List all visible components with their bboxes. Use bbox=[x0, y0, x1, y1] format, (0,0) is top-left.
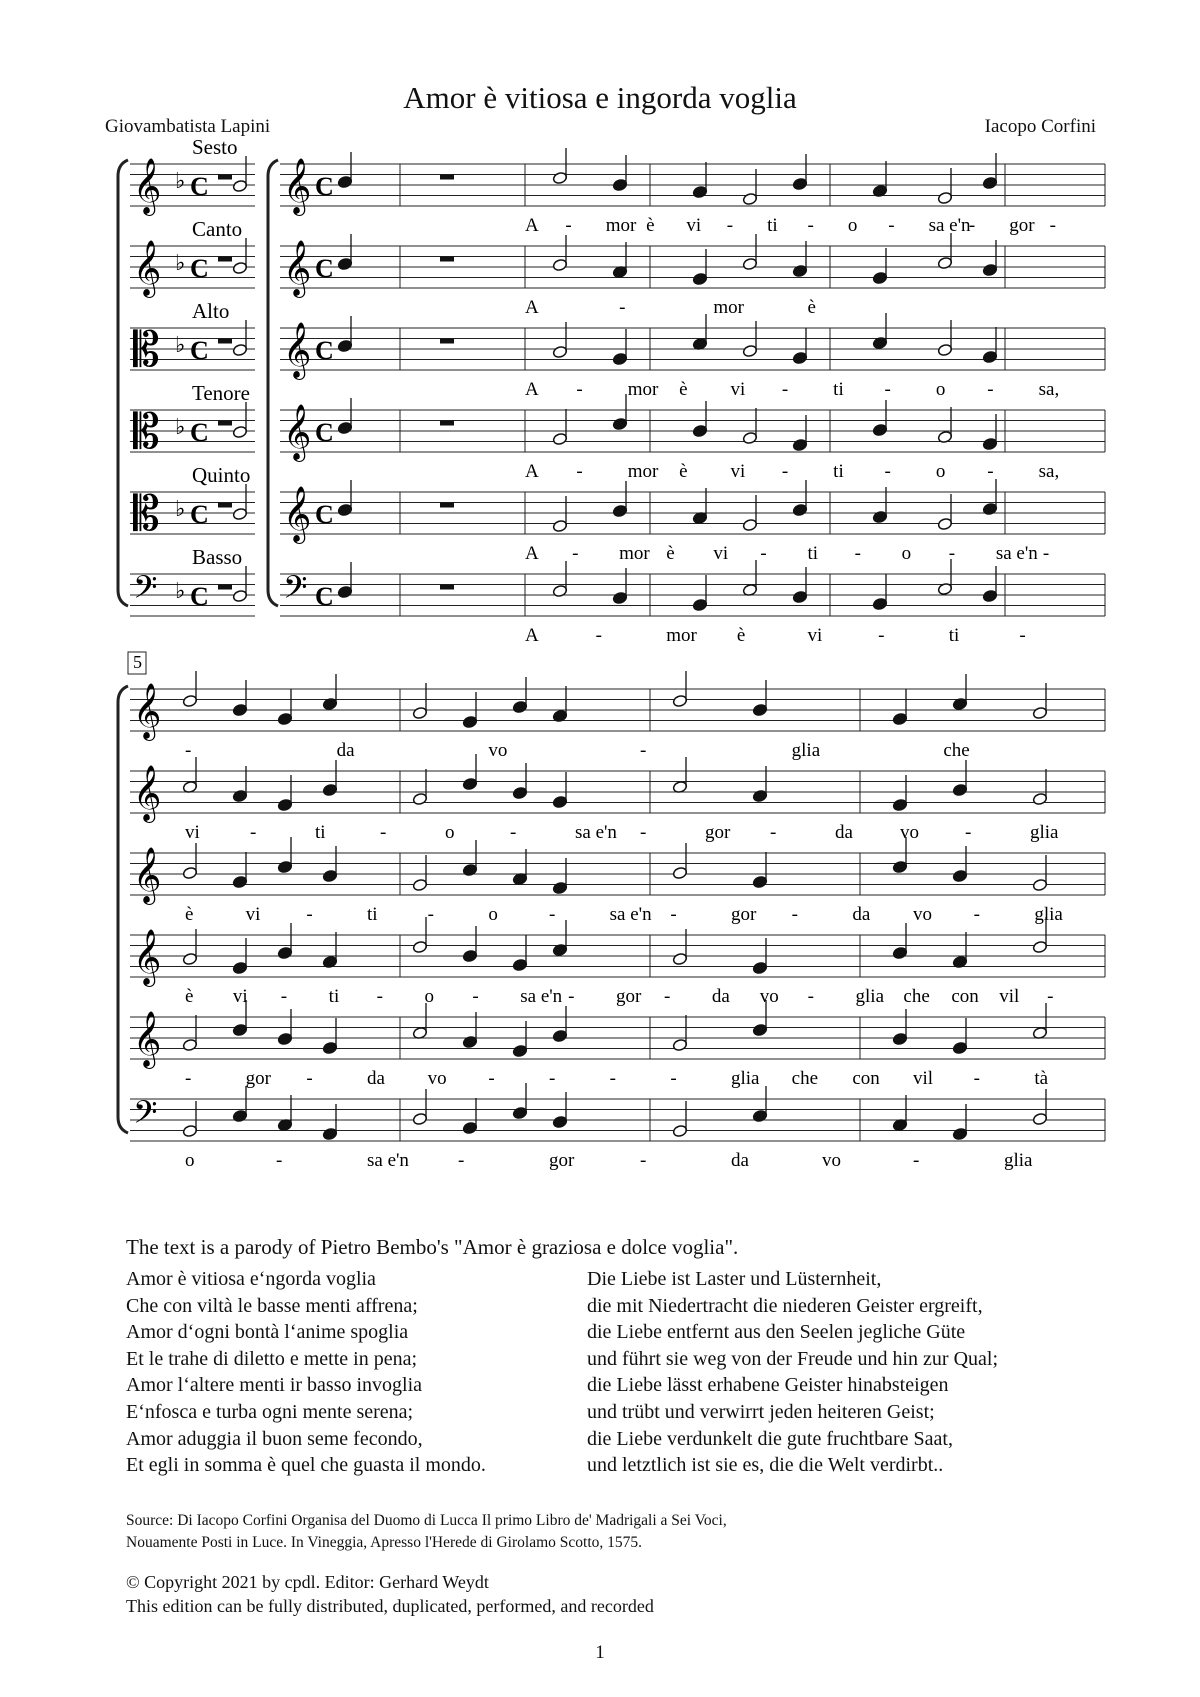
lyric-syllable: è bbox=[185, 904, 194, 925]
flat-icon: ♭ bbox=[175, 250, 186, 275]
flat-icon: ♭ bbox=[175, 496, 186, 521]
bass-clef-icon: 𝄢 bbox=[133, 1096, 158, 1138]
lyric-syllable: che bbox=[791, 1068, 819, 1089]
lyric-syllable: da bbox=[711, 986, 730, 1007]
license-line: This edition can be fully distributed, duplicated, performed, and recorded bbox=[126, 1596, 654, 1616]
lyric-syllable: ti bbox=[315, 822, 326, 843]
lyric-syllable: con bbox=[951, 986, 979, 1007]
lyric-syllable: ti bbox=[767, 215, 778, 236]
poem-line: Amor l‘altere menti ir basso invoglia bbox=[126, 1374, 423, 1397]
poem-italian bbox=[126, 1266, 486, 1479]
lyric-syllable: - bbox=[549, 904, 556, 925]
lyric-syllable: - bbox=[380, 822, 387, 843]
lyric-syllable: - bbox=[640, 740, 647, 761]
lyric-syllable: - bbox=[576, 379, 583, 400]
lyric-syllable: vi bbox=[713, 543, 729, 564]
copyright-line: © Copyright 2021 by cpdl. Editor: Gerhard Weydt bbox=[126, 1572, 489, 1592]
rest-icon bbox=[218, 175, 232, 180]
lyric-syllable: vi bbox=[232, 986, 248, 1007]
lyric-syllable: ti bbox=[948, 625, 960, 646]
rest-icon bbox=[440, 585, 454, 590]
lyric-syllable: - bbox=[565, 215, 572, 236]
lyric-syllable: sa e'n bbox=[928, 215, 971, 236]
parody-note: The text is a parody of Pietro Bembo's "Amor è graziosa e dolce voglia". bbox=[126, 1235, 739, 1259]
lyric-syllable: vi bbox=[185, 822, 200, 843]
lyric-syllable: mor bbox=[666, 625, 697, 646]
source-line: Source: Di Iacopo Corfini Organisa del Duomo di Lucca Il primo Libro de' Madrigali a Sei Voci, bbox=[126, 1512, 727, 1529]
poem-line: und letztlich ist sie es, die die Welt verdirbt.. bbox=[587, 1454, 944, 1477]
lyric-syllable: è bbox=[646, 215, 655, 236]
voice-name-basso: Basso bbox=[192, 545, 243, 569]
lyric-syllable: con bbox=[852, 1068, 880, 1089]
common-time-icon: C bbox=[190, 418, 209, 447]
lyric-syllable: o bbox=[185, 1150, 195, 1171]
lyric-syllable: ti bbox=[367, 904, 378, 925]
treble-clef-icon: 𝄞 bbox=[133, 160, 162, 213]
poem-line: die Liebe entfernt aus den Seelen jegliche Güte bbox=[587, 1321, 966, 1344]
rest-icon bbox=[218, 257, 232, 262]
system-bracket bbox=[118, 686, 128, 1133]
lyric-syllable: - bbox=[250, 822, 257, 843]
alto-clef-icon: 𝄡 bbox=[133, 488, 160, 541]
lyric-syllable: vo bbox=[913, 904, 932, 925]
rest-icon bbox=[218, 585, 232, 590]
flat-icon: ♭ bbox=[175, 332, 186, 357]
lyric-syllable: glia bbox=[855, 986, 885, 1007]
lyric-syllable: è bbox=[736, 625, 746, 646]
poem-line: E‘nfosca e turba ogni mente serena; bbox=[126, 1400, 414, 1423]
lyric-syllable: ti bbox=[807, 543, 819, 564]
lyric-syllable: - bbox=[965, 822, 972, 843]
lyric-syllable: da bbox=[835, 822, 853, 843]
lyric-syllable: - bbox=[663, 986, 671, 1007]
lyric-syllable: sa e'n bbox=[367, 1150, 409, 1171]
lyric-syllable: vo bbox=[488, 740, 508, 761]
lyric-syllable: sa e'n bbox=[609, 904, 652, 925]
poem-line: Et le trahe di diletto e mette in pena; bbox=[126, 1347, 418, 1370]
lyric-syllable: - bbox=[306, 904, 313, 925]
rest-icon bbox=[440, 503, 454, 508]
treble-clef-icon: 𝄞 bbox=[283, 242, 312, 295]
common-time-icon: C bbox=[315, 418, 334, 447]
treble-clef-icon: 𝄞 bbox=[133, 242, 162, 295]
lyric-syllable: - bbox=[276, 1150, 283, 1171]
lyric-syllable: sa e'n bbox=[575, 822, 617, 843]
lyric-syllable: - bbox=[185, 740, 192, 761]
lyric-syllable: vil bbox=[913, 1068, 934, 1089]
lyric-syllable: - bbox=[427, 904, 434, 925]
lyric-syllable: o bbox=[901, 543, 912, 564]
poem-line: Amor d‘ogni bontà l‘anime spoglia bbox=[126, 1321, 409, 1344]
lyric-syllable: sa e'n bbox=[995, 543, 1038, 564]
lyric-syllable: o bbox=[935, 379, 946, 400]
voice-name-quinto: Quinto bbox=[192, 463, 251, 487]
treble-clef-icon: 𝄞 bbox=[283, 488, 312, 541]
lyric-syllable: A bbox=[525, 297, 539, 318]
poem-line: Amor aduggia il buon seme fecondo, bbox=[126, 1427, 423, 1450]
lyric-syllable: - bbox=[572, 543, 579, 564]
alto-clef-icon: 𝄡 bbox=[133, 324, 160, 377]
rest-icon bbox=[440, 257, 454, 262]
flat-icon: ♭ bbox=[175, 414, 186, 439]
lyric-syllable: - bbox=[726, 215, 734, 236]
lyric-syllable: gor bbox=[245, 1068, 271, 1089]
composer-name: Iacopo Corfini bbox=[984, 116, 1096, 137]
poem-line: die mit Niedertracht die niederen Geister ergreift, bbox=[587, 1294, 983, 1317]
page-title: Amor è vitiosa e ingorda voglia bbox=[403, 80, 797, 115]
voice-name-canto: Canto bbox=[192, 217, 243, 241]
lyric-syllable: vi bbox=[730, 461, 746, 482]
treble-clef-icon: 𝄞 bbox=[283, 324, 312, 377]
lyric-syllable: che bbox=[903, 986, 930, 1007]
lyric-syllable: - bbox=[878, 625, 885, 646]
lyric-syllable: da bbox=[336, 740, 355, 761]
lyric-syllable: - bbox=[595, 625, 602, 646]
lyric-syllable: gor bbox=[1009, 215, 1035, 236]
lyric-syllable: - bbox=[884, 461, 891, 482]
bass-clef-icon: 𝄢 bbox=[283, 571, 308, 613]
lyric-syllable: - bbox=[987, 461, 994, 482]
lyric-syllable: sa e'n bbox=[520, 986, 563, 1007]
bass-clef-icon: 𝄢 bbox=[133, 571, 158, 613]
lyric-syllable: ti bbox=[833, 379, 844, 400]
lyric-syllable: - bbox=[791, 904, 798, 925]
page-number: 1 bbox=[595, 1642, 605, 1663]
incipit-bracket bbox=[118, 160, 128, 606]
lyric-syllable: - bbox=[884, 379, 891, 400]
flat-icon: ♭ bbox=[175, 578, 186, 603]
poem-line: Che con viltà le basse menti affrena; bbox=[126, 1294, 418, 1317]
lyric-syllable: - bbox=[568, 986, 575, 1007]
lyric-syllable: - bbox=[1047, 986, 1054, 1007]
poem-line: die Liebe lässt erhabene Geister hinabsteigen bbox=[587, 1374, 949, 1397]
common-time-icon: C bbox=[315, 172, 334, 201]
lyric-syllable: gor bbox=[705, 822, 731, 843]
common-time-icon: C bbox=[190, 582, 209, 611]
lyric-syllable: vi bbox=[686, 215, 702, 236]
measure-number: 5 bbox=[133, 652, 142, 672]
lyric-syllable: - bbox=[185, 1068, 192, 1089]
lyric-syllable: - bbox=[488, 1068, 495, 1089]
lyric-syllable: - bbox=[458, 1150, 465, 1171]
alto-clef-icon: 𝄡 bbox=[133, 406, 160, 459]
treble-clef-icon: 𝄞 bbox=[133, 1013, 162, 1066]
lyric-syllable: è bbox=[807, 297, 816, 318]
lyric-syllable: - bbox=[760, 543, 767, 564]
lyric-syllable: gor bbox=[731, 904, 757, 925]
flat-icon: ♭ bbox=[175, 168, 186, 193]
voice-name-alto: Alto bbox=[192, 299, 230, 323]
lyric-syllable: da bbox=[731, 1150, 749, 1171]
treble-clef-icon: 𝄞 bbox=[283, 160, 312, 213]
rest-icon bbox=[440, 339, 454, 344]
lyric-syllable: da bbox=[367, 1068, 385, 1089]
lyric-syllable: - bbox=[1019, 625, 1026, 646]
source-citation bbox=[126, 1510, 727, 1554]
lyric-syllable: - bbox=[619, 297, 626, 318]
lyric-syllable: - bbox=[807, 986, 814, 1007]
lyric-syllable: vo bbox=[427, 1068, 447, 1089]
lyric-syllable: o bbox=[847, 215, 858, 236]
lyric-syllable: A bbox=[525, 215, 539, 236]
lyric-syllable: - bbox=[1049, 215, 1056, 236]
lyric-syllable: glia bbox=[731, 1068, 760, 1089]
rest-icon bbox=[218, 503, 232, 508]
common-time-icon: C bbox=[315, 254, 334, 283]
poet-name: Giovambatista Lapini bbox=[105, 116, 271, 137]
treble-clef-icon: 𝄞 bbox=[133, 931, 162, 984]
rest-icon bbox=[218, 339, 232, 344]
lyric-syllable: - bbox=[973, 1068, 980, 1089]
poem-line: Die Liebe ist Laster und Lüsternheit, bbox=[587, 1268, 882, 1290]
lyric-syllable: gor bbox=[616, 986, 642, 1007]
lyric-syllable: ti bbox=[328, 986, 340, 1007]
copyright-block bbox=[126, 1570, 654, 1618]
lyric-syllable: - bbox=[376, 986, 383, 1007]
common-time-icon: C bbox=[315, 582, 334, 611]
lyric-syllable: o bbox=[935, 461, 946, 482]
lyric-syllable: - bbox=[1042, 543, 1050, 564]
rest-icon bbox=[440, 175, 454, 180]
treble-clef-icon: 𝄞 bbox=[133, 767, 162, 820]
lyric-syllable: vo bbox=[759, 986, 779, 1007]
lyric-syllable: - bbox=[609, 1068, 616, 1089]
lyric-syllable: A bbox=[525, 379, 539, 400]
lyric-syllable: vi bbox=[245, 904, 261, 925]
lyric-syllable: glia bbox=[1004, 1150, 1033, 1171]
poem-german bbox=[587, 1266, 998, 1479]
lyric-syllable: - bbox=[576, 461, 583, 482]
source-line: Nouamente Posti in Luce. In Vineggia, Apresso l'Herede di Girolamo Scotto, 1575. bbox=[126, 1534, 642, 1551]
lyric-syllable: A bbox=[525, 625, 539, 646]
lyric-syllable: mor bbox=[627, 461, 659, 482]
treble-clef-icon: 𝄞 bbox=[133, 685, 162, 738]
system-bracket bbox=[268, 160, 278, 606]
lyric-syllable: - bbox=[670, 1068, 677, 1089]
lyric-syllable: è bbox=[679, 379, 688, 400]
lyric-syllable: - bbox=[781, 379, 789, 400]
lyric-syllable: glia bbox=[1030, 822, 1059, 843]
lyric-syllable: vi bbox=[730, 379, 746, 400]
lyric-syllable: - bbox=[854, 543, 861, 564]
score-system-1 bbox=[268, 148, 1105, 646]
lyric-syllable: o bbox=[445, 822, 455, 843]
lyric-syllable: - bbox=[670, 904, 677, 925]
rest-icon bbox=[440, 421, 454, 426]
lyric-syllable: - bbox=[472, 986, 479, 1007]
poem-line: und führt sie weg von der Freude und hin zur Qual; bbox=[587, 1347, 999, 1370]
lyric-syllable: è bbox=[666, 543, 675, 564]
score-system-2 bbox=[118, 652, 1105, 1171]
lyric-syllable: ti bbox=[833, 461, 844, 482]
lyric-syllable: - bbox=[781, 461, 789, 482]
lyric-syllable: - bbox=[948, 543, 956, 564]
common-time-icon: C bbox=[190, 254, 209, 283]
lyric-syllable: vo bbox=[822, 1150, 841, 1171]
lyric-syllable: che bbox=[943, 740, 970, 761]
poem-line: und trübt und verwirrt jeden heiteren Geist; bbox=[587, 1400, 935, 1423]
lyric-syllable: è bbox=[679, 461, 688, 482]
lyric-syllable: - bbox=[987, 379, 994, 400]
treble-clef-icon: 𝄞 bbox=[133, 849, 162, 902]
common-time-icon: C bbox=[190, 336, 209, 365]
lyric-syllable: glia bbox=[791, 740, 821, 761]
common-time-icon: C bbox=[190, 172, 209, 201]
lyric-syllable: - bbox=[888, 215, 895, 236]
lyric-syllable: sa, bbox=[1038, 461, 1060, 482]
lyric-syllable: vi bbox=[807, 625, 823, 646]
lyric-syllable: mor bbox=[619, 543, 650, 564]
lyric-syllable: - bbox=[968, 215, 976, 236]
lyric-syllable: è bbox=[185, 986, 194, 1007]
lyric-syllable: A bbox=[525, 543, 539, 564]
lyric-syllable: gor bbox=[549, 1150, 575, 1171]
lyric-syllable: - bbox=[640, 1150, 647, 1171]
lyric-syllable: o bbox=[424, 986, 434, 1007]
lyric-syllable: o bbox=[488, 904, 498, 925]
lyric-syllable: - bbox=[770, 822, 777, 843]
lyric-syllable: - bbox=[640, 822, 647, 843]
voice-name-sesto: Sesto bbox=[192, 135, 238, 159]
poem-line: die Liebe verdunkelt die gute fruchtbare Saat, bbox=[587, 1427, 953, 1450]
lyric-syllable: - bbox=[510, 822, 517, 843]
lyric-syllable: - bbox=[913, 1150, 920, 1171]
lyric-syllable: mor bbox=[605, 215, 637, 236]
common-time-icon: C bbox=[315, 336, 334, 365]
lyric-syllable: tà bbox=[1034, 1068, 1049, 1089]
lyric-syllable: A bbox=[525, 461, 539, 482]
lyric-syllable: da bbox=[852, 904, 871, 925]
rest-icon bbox=[218, 421, 232, 426]
treble-clef-icon: 𝄞 bbox=[283, 406, 312, 459]
lyric-syllable: glia bbox=[1034, 904, 1063, 925]
lyric-syllable: - bbox=[280, 986, 288, 1007]
voice-name-tenore: Tenore bbox=[192, 381, 250, 405]
lyric-syllable: mor bbox=[713, 297, 744, 318]
lyric-syllable: - bbox=[306, 1068, 313, 1089]
lyric-syllable: - bbox=[973, 904, 980, 925]
lyric-syllable: sa, bbox=[1038, 379, 1060, 400]
common-time-icon: C bbox=[315, 500, 334, 529]
lyric-syllable: - bbox=[807, 215, 814, 236]
lyric-syllable: vo bbox=[900, 822, 919, 843]
poem-line: Amor è vitiosa e‘ngorda voglia bbox=[126, 1268, 376, 1290]
common-time-icon: C bbox=[190, 500, 209, 529]
lyric-syllable: mor bbox=[627, 379, 659, 400]
incipit-staves bbox=[118, 135, 255, 616]
poem-line: Et egli in somma è quel che guasta il mondo. bbox=[126, 1454, 486, 1477]
lyric-syllable: - bbox=[549, 1068, 556, 1089]
lyric-syllable: vil bbox=[999, 986, 1020, 1007]
